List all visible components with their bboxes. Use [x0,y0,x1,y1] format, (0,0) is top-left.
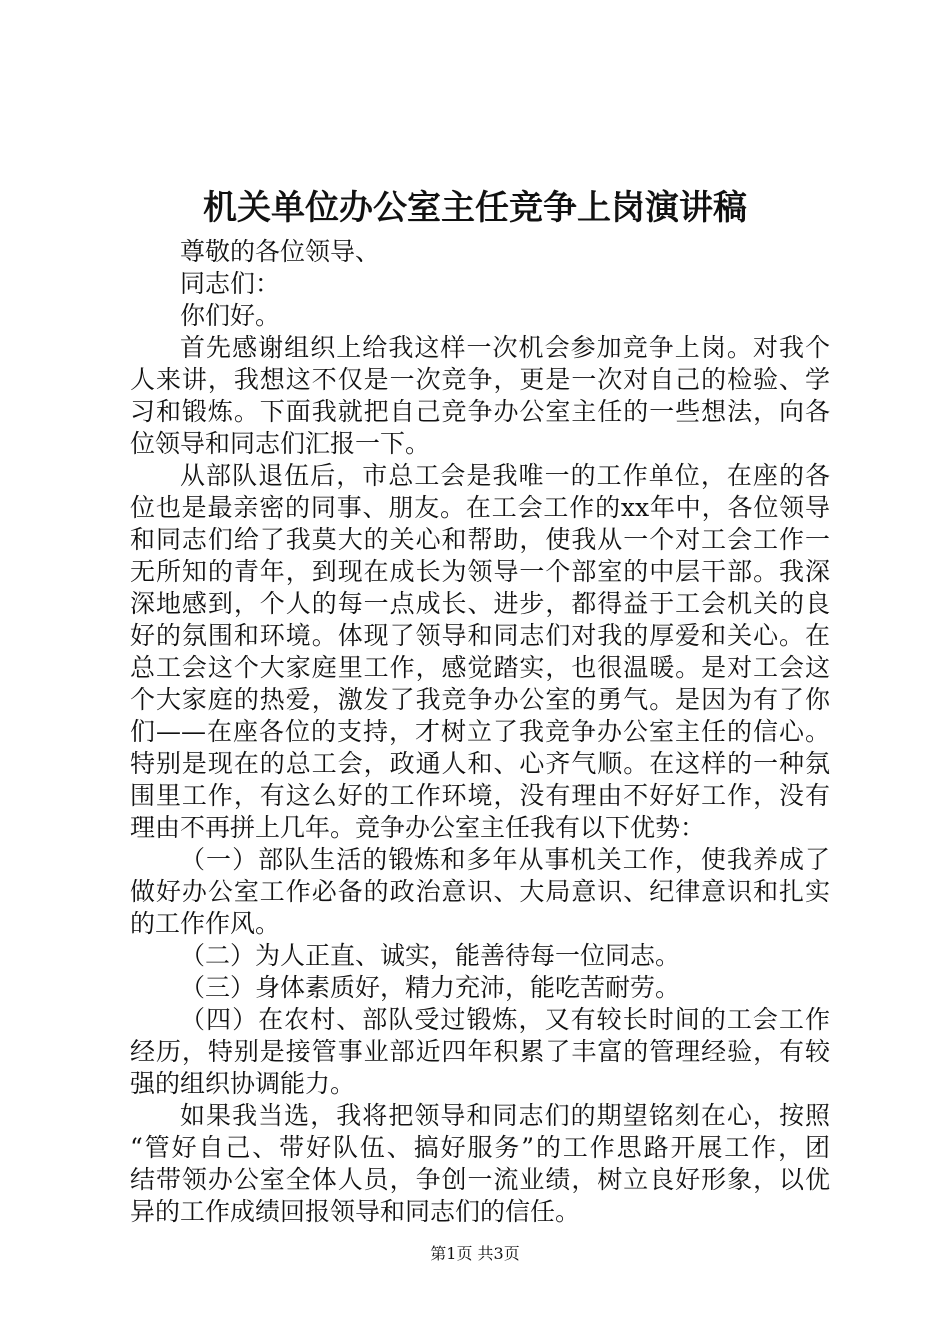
document-title: 机关单位办公室主任竞争上岗演讲稿 [203,188,747,228]
text-line: 你们好。 [180,301,281,330]
text-line: 理由不再拼上几年。竞争办公室主任我有以下优势： [130,813,706,842]
text-line: 个大家庭的热爱，激发了我竞争办公室的勇气。是因为有了你 [130,685,830,714]
text-line: （二）为人正直、诚实，能善待每一位同志。 [180,941,681,970]
text-line: 深地感到，个人的每一点成长、进步，都得益于工会机关的良 [130,589,830,618]
document-body [130,236,830,1228]
text-line: （四）在农村、部队受过锻炼，又有较长时间的工会工作 [180,1005,830,1034]
text-line: 同志们： [180,269,281,298]
text-line: 的工作作风。 [130,909,281,938]
text-line: 如果我当选，我将把领导和同志们的期望铭刻在心，按照 [180,1101,830,1130]
text-line: 首先感谢组织上给我这样一次机会参加竞争上岗。对我个 [180,333,830,362]
text-line: 尊敬的各位领导、 [180,237,381,266]
text-line: 习和锻炼。下面我就把自己竞争办公室主任的一些想法，向各 [130,397,830,426]
text-line: 总工会这个大家庭里工作，感觉踏实，也很温暖。是对工会这 [130,653,830,682]
text-line: 位也是最亲密的同事、朋友。在工会工作的xx年中，各位领导 [130,493,830,522]
text-line: （一）部队生活的锻炼和多年从事机关工作，使我养成了 [180,845,830,874]
text-line: （三）身体素质好，精力充沛，能吃苦耐劳。 [180,973,681,1002]
text-line: 好的氛围和环境。体现了领导和同志们对我的厚爱和关心。在 [130,621,830,650]
text-line: 结带领办公室全体人员，争创一流业绩，树立良好形象，以优 [130,1165,830,1194]
text-line: 经历，特别是接管事业部近四年积累了丰富的管理经验，有较 [130,1037,830,1066]
text-line: 强的组织协调能力。 [130,1069,356,1098]
text-line: 特别是现在的总工会，政通人和、心齐气顺。在这样的一种氛 [130,749,830,778]
text-line: 无所知的青年，到现在成长为领导一个部室的中层干部。我深 [130,557,830,586]
text-line: 围里工作，有这么好的工作环境，没有理由不好好工作，没有 [130,781,830,810]
text-line: “管好自己、带好队伍、搞好服务”的工作思路开展工作，团 [130,1133,830,1162]
text-line: 们——在座各位的支持，才树立了我竞争办公室主任的信心。 [130,717,830,746]
text-line: 人来讲，我想这不仅是一次竞争，更是一次对自己的检验、学 [130,365,830,394]
text-line: 位领导和同志们汇报一下。 [130,429,431,458]
text-line: 异的工作成绩回报领导和同志们的信任。 [130,1197,581,1226]
text-line: 和同志们给了我莫大的关心和帮助，使我从一个对工会工作一 [130,525,830,554]
text-line: 做好办公室工作必备的政治意识、大局意识、纪律意识和扎实 [130,877,830,906]
text-line: 从部队退伍后，市总工会是我唯一的工作单位，在座的各 [180,461,830,490]
page-footer: 第1页 共3页 [430,1244,520,1263]
